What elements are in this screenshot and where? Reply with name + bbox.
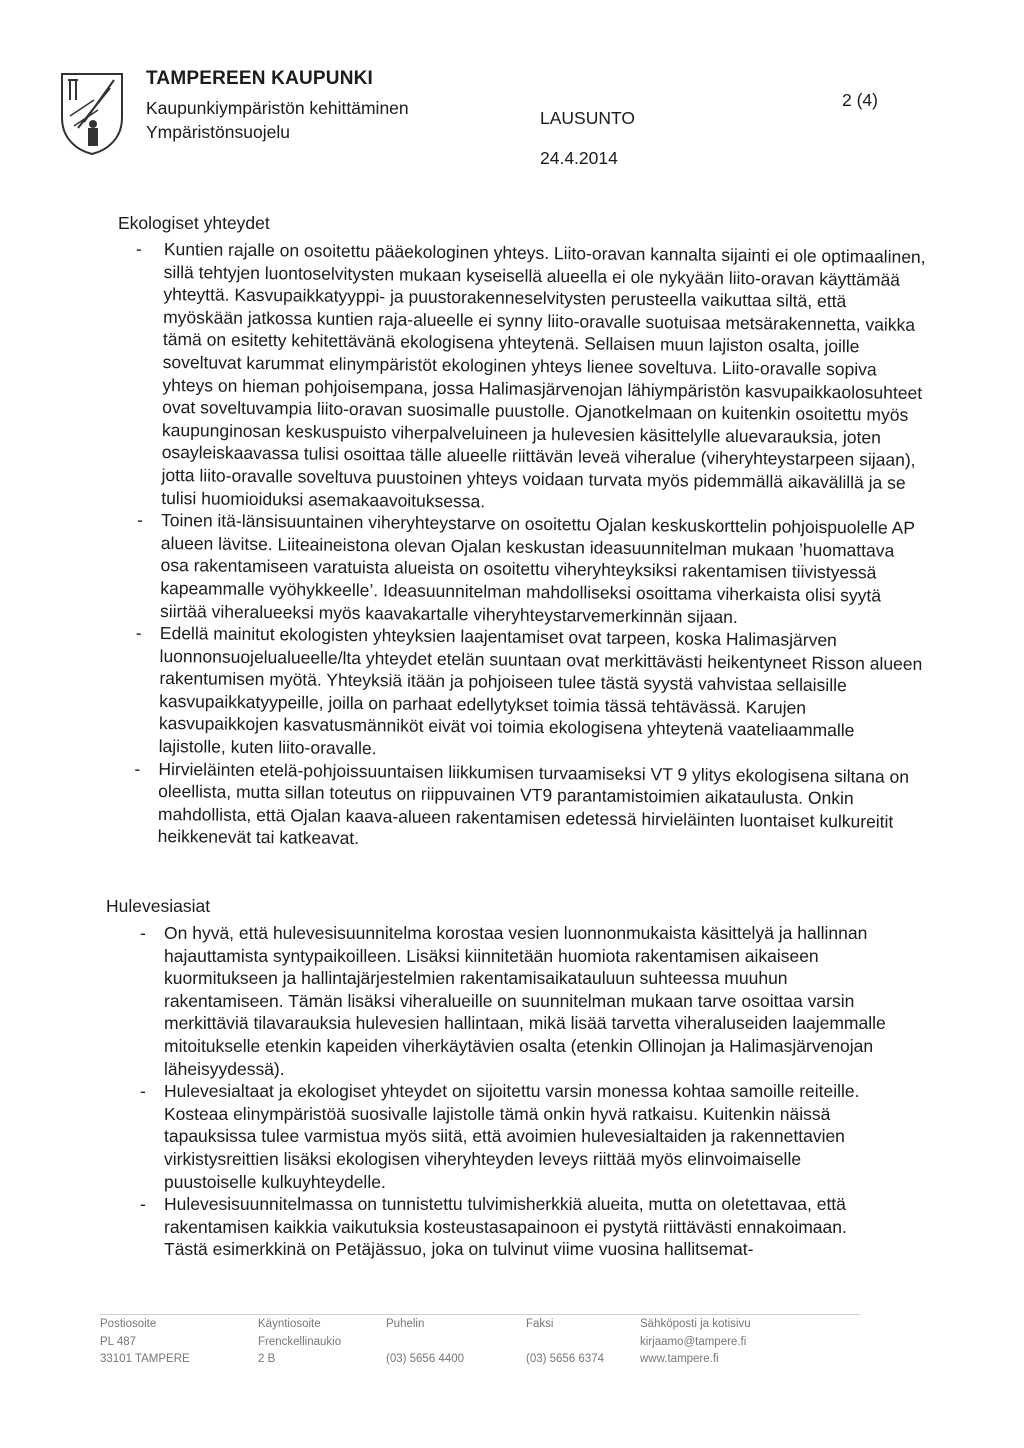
- list-item-text: Hirvieläinten etelä-pohjoissuuntaisen liikkumisen turvaamiseksi VT 9 ylitys ekologisena siltana on oleellista, mutta sillan toteutus on riippuvainen VT9 parantamistoimien aikataulusta. Onkin mahdollista, että Ojalan kaava-alueen rakentamisen edetessä hirvieläinten luontaiset kulkureitit heikkenevät tai katkeavat.: [157, 758, 910, 849]
- department-name: Kaupunkiympäristön kehittäminen: [146, 98, 409, 118]
- footer-value: (03) 5656 6374: [526, 1353, 605, 1365]
- unit-name: Ympäristönsuojelu: [146, 122, 290, 142]
- footer-label: Käyntiosoite: [258, 1318, 321, 1330]
- footer-value: 2 B: [258, 1353, 276, 1365]
- list-item: [140, 1193, 894, 1261]
- bullet-dash: -: [140, 1194, 146, 1215]
- list-item-text: Toinen itä-länsisuuntainen viheryhteystarve on osoitettu Ojalan keskuskorttelin pohjoispuolelle AP alueen lävitse. Liiteaineistona olevan Ojalan keskustan ideasuunnitelman mukaan ’huomattava osa rakentamiseen varatuista alueista on osoitettu viheryhteyksiksi rakentamisen tiivistyessä kapeammalle vyöhykkeelle’. Ideasuunnitelman mahdolliseksi osoittama viherkaista olisi syytä siirtää viheralueeksi myös kaavakartalle viheryhteystarvemerkinnän sijaan.: [159, 510, 915, 627]
- footer-label: Sähköposti ja kotisivu: [640, 1318, 751, 1330]
- footer-label: Postiosoite: [100, 1318, 157, 1330]
- list-item: [134, 758, 925, 856]
- bullet-dash: -: [135, 238, 142, 259]
- bullet-dash: -: [135, 622, 142, 643]
- stormwater-list: [140, 922, 894, 1261]
- footer-email-web: [640, 1316, 751, 1369]
- list-item-text: Kuntien rajalle on osoitettu pääekologinen yhteys. Liito-oravan kannalta sijainti ei ole optimaalinen, sillä tehtyjen luontoselvitysten mukaan kyseisellä alueella ei ole nykyään liito-oravan käyttämää yhteyttä. Kasvupaikkatyyppi- ja puustorakenneselvitysten perusteella vaikuttaa siltä, että myöskään jatkossa kuntien raja-alueelle ei synny liito-oravalle suotuisaa metsärakennetta, vaikka tämä on esitetty kehitettävänä ekologisena yhteytenä. Sellaisen muun lajiston osalta, joille soveltuvat karummat elinympäristöt ekologinen yhteys lienee soveltuva. Liito-oravalle sopiva yhteys on hieman pohjoisempana, jossa Halimasjärvenojan lähiympäristön kasvupaikkaolosuhteet ovat soveltuvampia liito-oravan suosimalle puustolle. Ojanotkelmaan on kuitenkin osoitettu myös kaupunginosan keskuspuisto viherpalveluineen ja hulevesien käsittelylle aluevarauksia, joten osayleiskaavassa tulisi osoittaa tälle alueelle riittävän leveä viheralue (viheryhteystarpeen sijaan), jotta liito-oravalle soveltuva puustoinen yhteys voidaan turvata myös pidemmällä aikavälillä ja se tulisi huomioiduksi asemakaavoituksessa.: [161, 238, 926, 511]
- ecological-list: [134, 238, 930, 856]
- list-item-text: Edellä mainitut ekologisten yhteyksien laajentamiset ovat tarpeen, koska Halimasjärven luonnonsuojelualueelle/lta yhteydet etelän suuntaan ovat merkittävästi heikentyneet Risson alueen rakentumisen myötä. Yhteyksiä itään ja pohjoiseen tulee tästä syystä vahvistaa sellaisille kasvupaikkatyypeille, joilla on parhaat edellytykset toimia tässä tehtävässä. Karujen kasvupaikkojen kasvatusmänniköt eivät voi toimia ekologisena yhteytenä vaateliaammalle lajistolle, kuten liito-oravalle.: [158, 623, 923, 759]
- footer-visiting-address: [258, 1316, 341, 1369]
- footer-value: [386, 1334, 464, 1352]
- document-type: LAUSUNTO: [540, 108, 635, 128]
- footer-website-link[interactable]: www.tampere.fi: [640, 1353, 719, 1365]
- bullet-dash: -: [136, 509, 143, 530]
- bullet-dash: -: [134, 758, 141, 779]
- city-logo: [58, 70, 126, 156]
- footer-email-link[interactable]: kirjaamo@tampere.fi: [640, 1335, 747, 1348]
- list-item-text: Hulevesialtaat ja ekologiset yhteydet on sijoitettu varsin monessa kohtaa samoille reiteille. Kosteaa elinympäristöä suosivalle lajistolle tämä onkin hyvä ratkaisu. Kuitenkin näissä tapauksissa tulee varmistua myös siitä, että avoimien hulevesialtaiden ja rakennettavien virkistysreittien lisäksi ekologisen viheryhteyden leveys riittää myös elinvoimaiselle puustoiselle kulkuyhteydelle.: [164, 1081, 860, 1192]
- footer-value: 33101 TAMPERE: [100, 1353, 190, 1365]
- bullet-dash: -: [140, 1081, 146, 1102]
- city-name: TAMPEREEN KAUPUNKI: [146, 68, 374, 89]
- list-item: [140, 1080, 894, 1193]
- footer-phone: [386, 1316, 464, 1369]
- list-item: [136, 509, 927, 630]
- list-item-text: On hyvä, että hulevesisuunnitelma korostaa vesien luonnonmukaista käsittelyä ja hallinnan hajauttamista syntypaikoilleen. Lisäksi kiinnitetään huomiota rakentamisen aikaiseen kuormitukseen ja hallintajärjestelmien rakentamisaikatauluun suhteessa muuhun rakentamiseen. Tämän lisäksi viheralueille on suunnitelman mukaan tarve osoittaa varsin merkittäviä tilavarauksia hulevesien hallintaan, mikä lisää tarvetta viheraluseiden laajemmalle mitoitukselle etenkin kapeiden viherkäytävien osalta (etenkin Ollinojan ja Halimasjärvenojan läheisyydessä).: [164, 923, 886, 1079]
- document-date: 24.4.2014: [540, 148, 618, 168]
- footer-value: [526, 1334, 604, 1352]
- list-item: [140, 922, 894, 1080]
- section-heading-ecological: Ekologiset yhteydet: [118, 213, 270, 233]
- footer-value: (03) 5656 4400: [386, 1353, 465, 1365]
- footer-divider: [100, 1314, 860, 1315]
- footer-value: PL 487: [100, 1335, 137, 1348]
- list-item-text: Hulevesisuunnitelmassa on tunnistettu tulvimisherkkiä alueita, mutta on oletettavaa, että rakentamisen kaikkia vaikutuksia kosteustasapainoon ei pystytä riittävästi ennakoimaan. Tästä esimerkkinä on Petäjässuo, joka on tulvinut viime vuosina hallitsemat-: [164, 1194, 847, 1260]
- footer-postal-address: [100, 1316, 190, 1369]
- bullet-dash: -: [140, 923, 146, 943]
- footer-value: Frenckellinaukio: [258, 1335, 342, 1348]
- list-item: [135, 238, 930, 517]
- section-heading-stormwater: Hulevesiasiat: [106, 896, 211, 916]
- page-number: 2 (4): [842, 90, 878, 110]
- footer-label: Faksi: [526, 1318, 554, 1330]
- footer-fax: [526, 1316, 604, 1369]
- list-item: [135, 622, 926, 766]
- footer-label: Puhelin: [386, 1318, 425, 1330]
